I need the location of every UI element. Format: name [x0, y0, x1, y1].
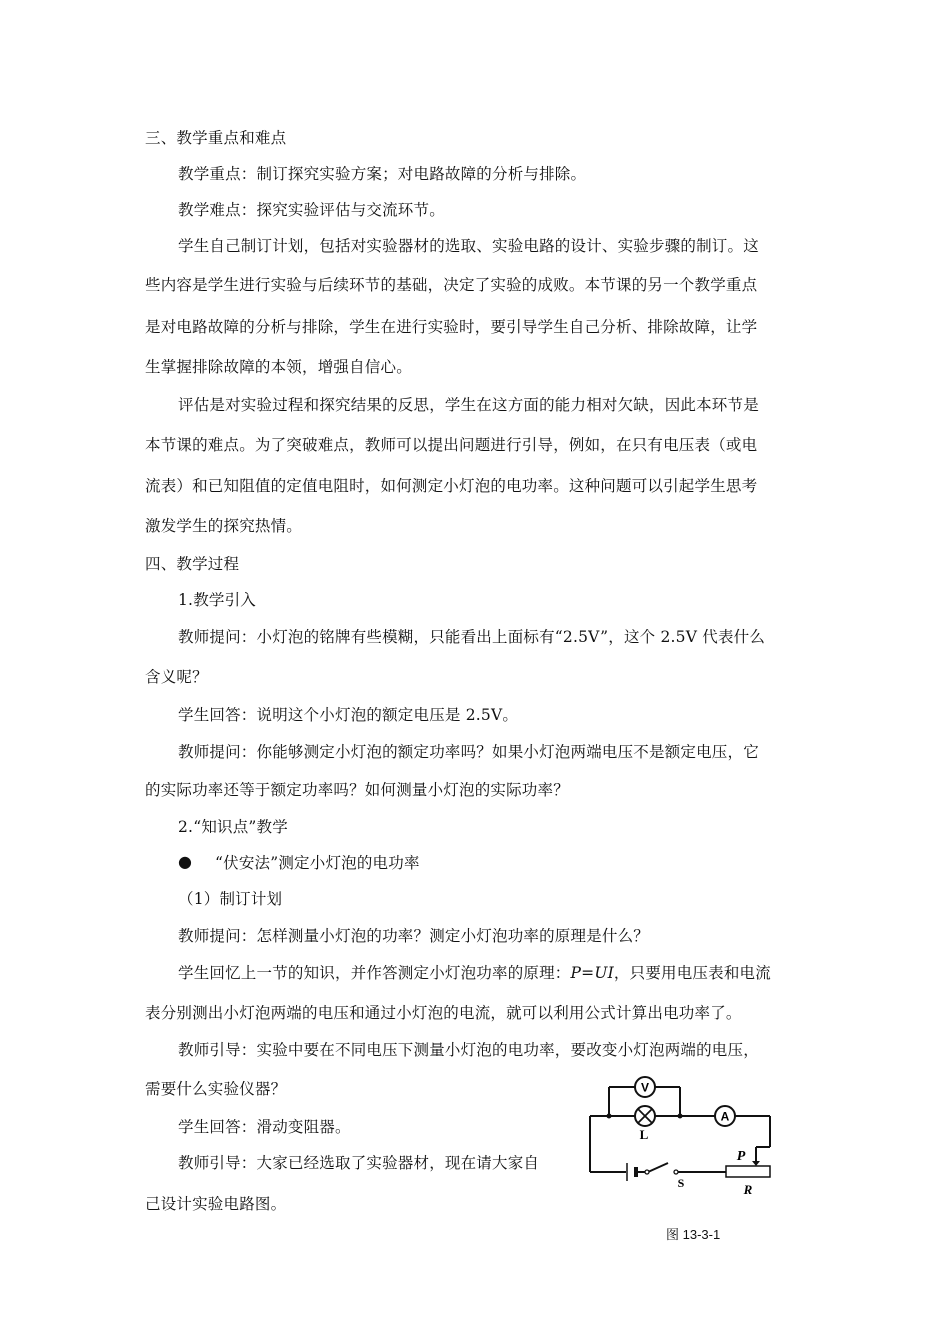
paragraph-line: 流表）和已知阻值的定值电阻时，如何测定小灯泡的电功率。这种问题可以引起学生思考 [145, 477, 758, 495]
paragraph-line: 生掌握排除故障的本领，增强自信心。 [145, 358, 412, 376]
paragraph-line: 本节课的难点。为了突破难点，教师可以提出问题进行引导，例如，在只有电压表（或电 [145, 436, 758, 454]
circuit-diagram [580, 1075, 780, 1205]
bullet-icon: ● [178, 852, 192, 871]
paragraph-line: 的实际功率还等于额定功率吗？如何测量小灯泡的实际功率？ [145, 781, 569, 799]
paragraph-line: 需要什么实验仪器？ [145, 1080, 287, 1098]
paragraph-text: ，只要用电压表和电流 [613, 964, 771, 982]
voltmeter-label: V [640, 1080, 650, 1095]
section-heading-4: 四、教学过程 [145, 555, 240, 573]
paragraph-line: 教师引导：实验中要在不同电压下测量小灯泡的电功率，要改变小灯泡两端的电压， [178, 1041, 759, 1059]
section-heading-3: 三、教学重点和难点 [145, 129, 287, 147]
switch-label: S [677, 1176, 685, 1190]
paragraph-text: 学生回忆上一节的知识，并作答测定小灯泡功率的原理： [178, 964, 571, 982]
voltmeter-icon [635, 1077, 655, 1097]
subsection-heading: 2.“知识点”教学 [178, 818, 288, 836]
paragraph-line: 些内容是学生进行实验与后续环节的基础，决定了实验的成败。本节课的另一个教学重点 [145, 276, 758, 294]
power-formula: P=UI [570, 964, 614, 982]
paragraph-line: 教学难点：探究实验评估与交流环节。 [178, 201, 445, 219]
lamp-icon [635, 1106, 655, 1126]
bullet-item-label: “伏安法”测定小灯泡的电功率 [215, 854, 420, 872]
paragraph-line: 教师引导：大家已经选取了实验器材，现在请大家自 [178, 1154, 540, 1172]
paragraph-line: 学生回答：滑动变阻器。 [178, 1118, 351, 1136]
paragraph-line: 教师提问：小灯泡的铭牌有些模糊，只能看出上面标有“2.5V”，这个 2.5V 代表什么 [178, 628, 766, 646]
paragraph-line: 教师提问：怎样测量小灯泡的功率？测定小灯泡功率的原理是什么？ [178, 927, 650, 945]
ammeter-icon [715, 1106, 735, 1126]
subsection-heading: 1.教学引入 [178, 591, 256, 609]
slider-label: P [736, 1149, 746, 1164]
ammeter-label: A [720, 1109, 730, 1124]
paragraph-line: 评估是对实验过程和探究结果的反思，学生在这方面的能力相对欠缺，因此本环节是 [178, 396, 759, 414]
lamp-label: L [639, 1127, 649, 1142]
paragraph-line: 教学重点：制订探究实验方案；对电路故障的分析与排除。 [178, 165, 587, 183]
paragraph-line: 表分别测出小灯泡两端的电压和通过小灯泡的电流，就可以利用公式计算出电功率了。 [145, 1004, 742, 1022]
paragraph-line-with-formula [178, 963, 771, 983]
paragraph-line: 激发学生的探究热情。 [145, 517, 303, 535]
paragraph-line: 学生自己制订计划，包括对实验器材的选取、实验电路的设计、实验步骤的制订。这 [178, 237, 759, 255]
resistor-label: R [743, 1182, 753, 1197]
paragraph-line: 教师提问：你能够测定小灯泡的额定功率吗？如果小灯泡两端电压不是额定电压，它 [178, 743, 759, 761]
paragraph-line: 是对电路故障的分析与排除，学生在进行实验时，要引导学生自己分析、排除故障，让学 [145, 318, 758, 336]
paragraph-line: 己设计实验电路图。 [145, 1195, 287, 1213]
figure-caption: 图 13-3-1 [666, 1227, 721, 1242]
paragraph-line: 含义呢？ [145, 668, 208, 686]
subsection-heading: （1）制订计划 [178, 890, 283, 908]
paragraph-line: 学生回答：说明这个小灯泡的额定电压是 2.5V。 [178, 706, 519, 724]
